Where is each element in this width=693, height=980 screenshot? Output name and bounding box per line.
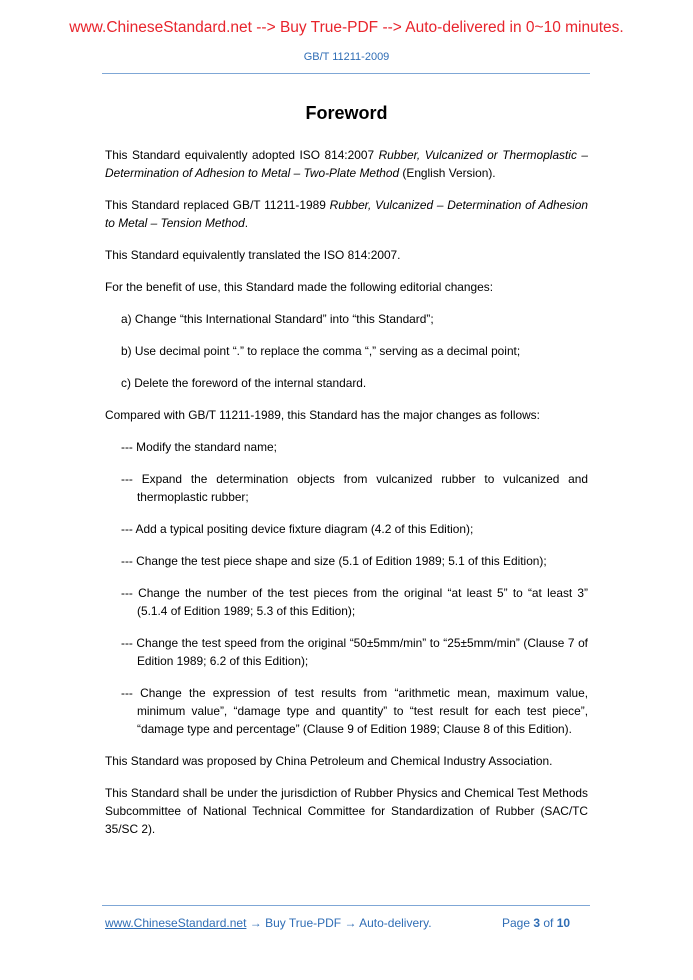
page-label: Page — [502, 916, 534, 930]
list-item: --- Change the number of the test pieces from the original “at least 5” to “at least 3” (5.1.4 of Edition 1989; 5.3 of this Edition); — [121, 586, 588, 618]
list-item: --- Change the test speed from the original “50±5mm/min” to “25±5mm/min” (Clause 7 of Edition 1989; 6.2 of this Edition); — [121, 636, 588, 668]
page-indicator — [502, 916, 570, 930]
top-banner-link[interactable]: www.ChineseStandard.net --> Buy True-PDF --> Auto-delivered in 0~10 minutes. — [69, 19, 624, 36]
paragraph-proposed-by: This Standard was proposed by China Petroleum and Chemical Industry Association. — [105, 754, 553, 768]
p2-title-italic: Rubber, Vulcanized – Determination of Adhesion to Metal – Tension Method — [105, 198, 588, 230]
list-item: --- Change the test piece shape and size (5.1 of Edition 1989; 5.1 of this Edition); — [121, 554, 547, 568]
paragraph-replacement — [105, 196, 588, 232]
list-item: c) Delete the foreword of the internal standard. — [121, 376, 367, 390]
header-divider — [102, 73, 590, 74]
p1-text-a: This Standard equivalently adopted ISO 814:2007 — [105, 148, 379, 162]
footer-promo-text: → Buy True-PDF → Auto-delivery. — [246, 916, 432, 930]
paragraph-changes-intro: Compared with GB/T 11211-1989, this Standard has the major changes as follows: — [105, 408, 540, 422]
paragraph-jurisdiction: This Standard shall be under the jurisdiction of Rubber Physics and Chemical Test Methods Subcommittee of National Technical Committee for Standardization of Rubber (SAC/TC 35/SC 2). — [105, 786, 588, 836]
page-total: 10 — [556, 916, 571, 930]
footer-promo — [105, 916, 432, 930]
page-number: 3 — [533, 916, 541, 930]
list-item: --- Modify the standard name; — [121, 440, 277, 454]
of-label: of — [540, 916, 557, 930]
list-item: b) Use decimal point “.” to replace the comma “,” serving as a decimal point; — [121, 344, 521, 358]
p1-title-italic: Rubber, Vulcanized or Thermoplastic – Determination of Adhesion to Metal – Two-Plate Method — [105, 148, 589, 180]
paragraph-adoption — [105, 146, 588, 182]
footer-divider — [102, 905, 590, 906]
list-item: --- Change the expression of test results from “arithmetic mean, maximum value, minimum value”, “damage type and quantity” to “test result for each test piece”, “damage type and percentage” (Clause 9 of Edition 1989; Clause 8 of this Edition). — [121, 686, 588, 736]
paragraph-editorial-intro: For the benefit of use, this Standard made the following editorial changes: — [105, 280, 494, 294]
list-item: --- Add a typical positing device fixture diagram (4.2 of this Edition); — [121, 522, 474, 536]
p2-text-a: This Standard replaced GB/T 11211-1989 — [105, 198, 330, 212]
footer-site-link[interactable]: www.ChineseStandard.net — [105, 916, 247, 930]
list-item: --- Expand the determination objects from vulcanized rubber to vulcanized and thermoplastic rubber; — [121, 472, 588, 504]
list-item: a) Change “this International Standard” into “this Standard”; — [121, 312, 434, 326]
p2-text-c: . — [244, 216, 249, 230]
document-body — [105, 146, 588, 852]
paragraph-translation: This Standard equivalently translated the ISO 814:2007. — [105, 248, 401, 262]
p1-text-c: (English Version). — [399, 166, 496, 180]
standard-code-header: GB/T 11211-2009 — [303, 51, 390, 63]
page-title: Foreword — [305, 103, 388, 123]
